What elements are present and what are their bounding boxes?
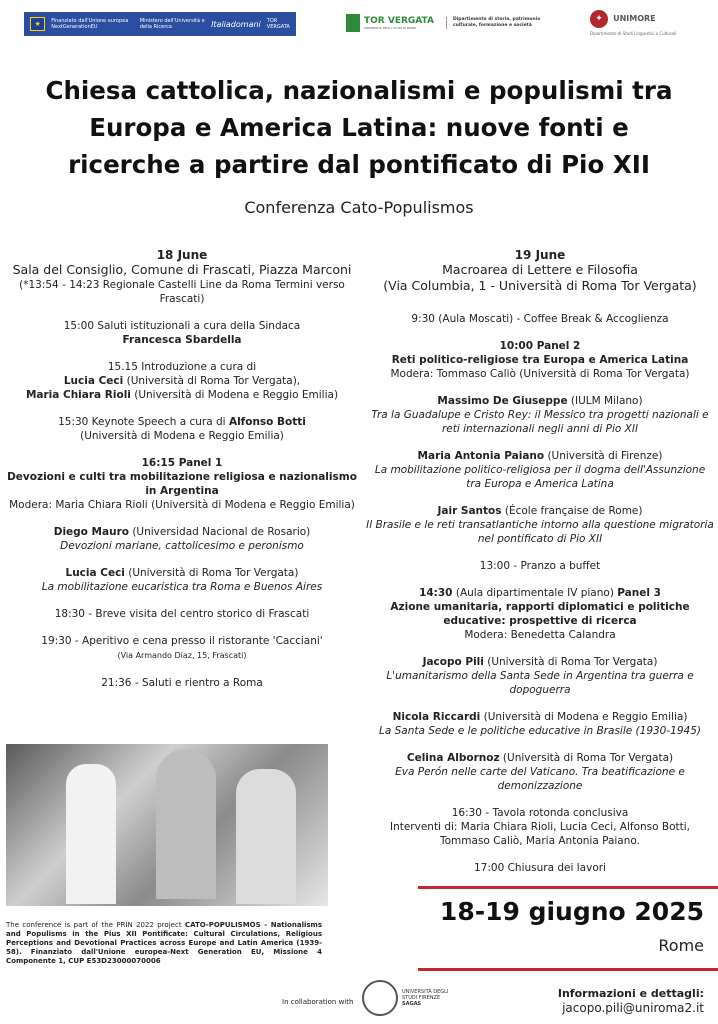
intro-2-aff: (Università di Modena e Reggio Emilia) [134, 389, 339, 401]
day1-dinner [6, 634, 358, 663]
firenze-sub: SAGAS [402, 1001, 422, 1007]
dinner-address: (Via Armando Diaz, 15, Frascati) [117, 651, 247, 660]
divider-bottom [418, 968, 718, 971]
day1-panel [6, 456, 358, 512]
historical-photo [6, 744, 328, 906]
talk-title: Tra la Guadalupe e Cristo Rey: il Messico tra progetti nazionali e reti internazionali negli anni di Pio XII [371, 409, 709, 435]
day1-greet [6, 319, 358, 347]
panel2-title: Reti politico-religiose tra Europa e America Latina [391, 354, 689, 366]
speaker-aff: (Università di Roma Tor Vergata) [502, 752, 674, 764]
talk-title: La Santa Sede e le politiche educative in Brasile (1930-1945) [379, 725, 701, 737]
event-dates: 18-19 giugno 2025 [439, 897, 704, 926]
tor-vergata-small-logo: TOR VERGATA [266, 18, 290, 30]
photo-figure-officer [66, 764, 116, 904]
eu-funding-text: Finanziato dall'Unione europea NextGenerationEU [51, 18, 129, 30]
speaker-aff: (École française de Rome) [504, 505, 643, 517]
firenze-seal-icon [362, 980, 398, 1016]
unimore-sub: Dipartimento di Studi Linguistici e Culturali [590, 30, 677, 36]
unimore-name: UNIMORE [613, 14, 656, 23]
divider-top [418, 886, 718, 889]
day1-return: 21:36 - Saluti e rientro a Roma [101, 677, 263, 689]
day1-program [6, 248, 358, 703]
panel3-title: Azione umanitaria, rapporti diplomatici e politiche educative: prospettive di ricerca [390, 601, 690, 627]
ministry-text: Ministero dell'Università e della Ricerca [139, 18, 205, 30]
day1-speaker1 [6, 525, 358, 553]
italiadomani-logo: Italiadomani [211, 19, 261, 29]
intro-2-name: Maria Chiara Rioli [25, 389, 131, 401]
day2-place: Macroarea di Lettere e Filosofia [442, 262, 638, 277]
speaker-aff: (IULM Milano) [570, 395, 643, 407]
speaker-name: Jacopo Pili [422, 656, 484, 668]
talk-title: Il Brasile e le reti transatlantiche intorno alla questione migratoria nel pontificato di Pio XII [366, 519, 714, 545]
footnote-lead: The conference is part of the PRIN 2022 project [6, 921, 182, 929]
speaker-aff: (Università di Firenze) [547, 450, 663, 462]
unimore-logo [590, 8, 700, 37]
footnote-project: CATO-POPULISMOS - Nationalisms and Populisms in the Pius XII Pontificate: Cultural Circulations, Religious Perceptions and Devotional Practices across Europe and Latin America (1939-58). Finanziato dall'Unione europea-Next Generation EU, Missione 4 Componente 1, CUP E53D23000070006 [6, 921, 322, 965]
tor-vergata-logo [346, 14, 434, 32]
talk-title: L'umanitarismo della Santa Sede in Argentina tra guerra e dopoguerra [386, 670, 694, 696]
day1-speaker2 [6, 566, 358, 594]
panel3-mod: Modera: Benedetta Calandra [464, 629, 616, 641]
intro-1-aff: (Università di Roma Tor Vergata), [126, 375, 301, 387]
tor-vergata-sub: UNIVERSITÀ DEGLI STUDI DI ROMA [364, 26, 417, 30]
event-city: Rome [658, 936, 704, 955]
speaker-name: Celina Albornoz [406, 752, 500, 764]
speaker-aff: (Universidad Nacional de Rosario) [132, 526, 311, 538]
photo-figure-bishop [236, 769, 296, 904]
panel3-time: 14:30 [419, 587, 453, 599]
photo-figure-statue [156, 749, 216, 899]
day2-program [366, 248, 714, 888]
speaker-name: Massimo De Giuseppe [437, 395, 568, 407]
panel1-label: 16:15 Panel 1 [141, 457, 223, 469]
unimore-mark-icon: ✦ [590, 10, 608, 28]
day2-speaker3 [366, 504, 714, 546]
day2-lunch: 13:00 - Pranzo a buffet [479, 560, 601, 572]
day1-keynote [6, 415, 358, 443]
panel3-label: Panel 3 [617, 587, 661, 599]
panel1-title: Devozioni e culti tra mobilitazione religiosa e nazionalismo in Argentina [7, 471, 357, 497]
speaker-aff: (Università di Modena e Reggio Emilia) [483, 711, 688, 723]
day2-coffee: 9:30 (Aula Moscati) - Coffee Break & Accoglienza [411, 313, 669, 325]
day2-speaker2 [366, 449, 714, 491]
firenze-name: UNIVERSITÀ DEGLI STUDI FIRENZE [402, 989, 449, 1001]
roundtable-text: 16:30 - Tavola rotonda conclusiva [451, 807, 629, 819]
funding-logo-banner [24, 12, 296, 36]
intro-1-name: Lucia Ceci [63, 375, 124, 387]
keynote-text: 15:30 Keynote Speech a cura di [58, 416, 226, 428]
panel2-label: 10:00 Panel 2 [499, 340, 581, 352]
greet-name: Francesca Sbardella [122, 334, 242, 346]
page-title: Chiesa cattolica, nazionalismi e populismi tra Europa e America Latina: nuove fonti e ricerche a partire dal pontificato di Pio XII [45, 76, 673, 179]
panel3-room: (Aula dipartimentale IV piano) [455, 587, 614, 599]
keynote-aff: (Università di Modena e Reggio Emilia) [80, 430, 284, 442]
day1-visit: 18:30 - Breve visita del centro storico di Frascati [54, 608, 310, 620]
collaboration-label: In collaboration with [282, 998, 354, 1006]
day2-panel3 [366, 586, 714, 642]
day2-place2: (Via Columbia, 1 - Università di Roma Tor Vergata) [383, 278, 697, 293]
talk-title: Devozioni mariane, cattolicesimo e peronismo [60, 540, 304, 552]
funding-footnote [6, 921, 322, 966]
speaker-name: Diego Mauro [53, 526, 129, 538]
roundtable-people: Interventi di: Maria Chiara Rioli, Lucia Ceci, Alfonso Botti, Tommaso Caliò, Maria Antonia Paiano. [389, 821, 691, 847]
day2-speaker5 [366, 710, 714, 738]
department-name: Dipartimento di storia, patrimonio culturale, formazione e società [446, 17, 553, 29]
info-email-link[interactable]: jacopo.pili@uniroma2.it [562, 1001, 704, 1015]
panel1-mod: Modera: Maria Chiara Rioli (Università di Modena e Reggio Emilia) [9, 499, 355, 511]
tor-vergata-name: TOR VERGATA [364, 16, 434, 26]
eu-flag-icon: ★ [30, 17, 45, 31]
day2-roundtable [366, 806, 714, 848]
talk-title: Eva Perón nelle carte del Vaticano. Tra beatificazione e demonizzazione [395, 766, 685, 792]
greet-text: 15:00 Saluti istituzionali a cura della Sindaca [63, 320, 301, 332]
conference-subtitle: Conferenza Cato-Populismos [244, 198, 474, 217]
speaker-name: Lucia Ceci [65, 567, 125, 579]
talk-title: La mobilitazione politico-religiosa per il dogma dell'Assunzione tra Europa e America Latina [374, 464, 706, 490]
speaker-name: Jair Santos [437, 505, 502, 517]
speaker-name: Maria Antonia Paiano [417, 450, 545, 462]
speaker-name: Nicola Riccardi [392, 711, 481, 723]
speaker-aff: (Università di Roma Tor Vergata) [487, 656, 658, 668]
intro-text: 15.15 Introduzione a cura di [107, 361, 257, 373]
day2-close: 17:00 Chiusura dei lavori [474, 862, 606, 874]
day1-date: 18 June [156, 248, 208, 262]
dinner-text: 19:30 - Aperitivo e cena presso il ristorante 'Cacciani' [41, 635, 323, 647]
tor-vergata-mark-icon [346, 14, 360, 32]
keynote-name: Alfonso Botti [228, 416, 306, 428]
day2-speaker1 [366, 394, 714, 436]
day2-speaker4 [366, 655, 714, 697]
info-title: Informazioni e dettagli: [557, 987, 704, 1000]
day2-panel2 [366, 339, 714, 381]
speaker-aff: (Università di Roma Tor Vergata) [128, 567, 299, 579]
day1-intro [6, 360, 358, 402]
day2-speaker6 [366, 751, 714, 793]
day2-date: 19 June [514, 248, 566, 262]
day1-train: (*13:54 - 14:23 Regionale Castelli Line da Roma Termini verso Frascati) [19, 279, 345, 305]
talk-title: La mobilitazione eucaristica tra Roma e Buenos Aires [41, 581, 323, 593]
day1-place: Sala del Consiglio, Comune di Frascati, Piazza Marconi [12, 262, 352, 277]
panel2-mod: Modera: Tommaso Caliò (Università di Roma Tor Vergata) [390, 368, 690, 380]
